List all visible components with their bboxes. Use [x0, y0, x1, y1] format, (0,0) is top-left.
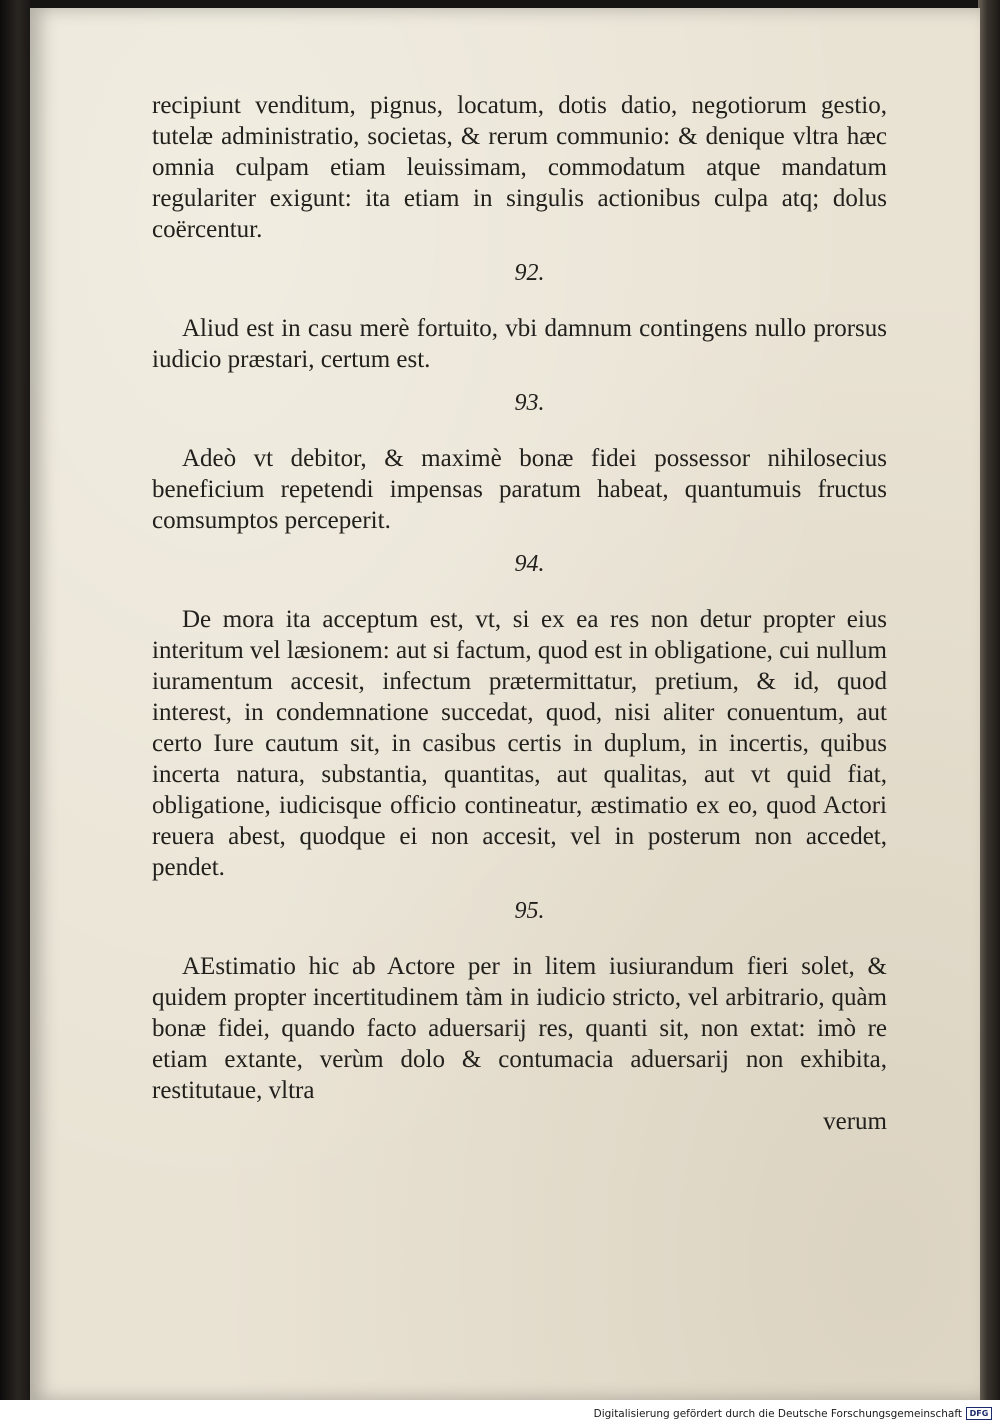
paragraph-95: AEstimatio hic ab Actore per in litem iusiurandum fieri solet, & quidem propter incertitudinem tàm in iudicio stricto, vel arbitrario, quàm bonæ fidei, quando facto aduersarij res, quanti sit, non extat: imò re etiam extante, verùm dolo & contumacia aduersarij non exhibita, restitutaue, vltra: [152, 953, 887, 1104]
catchword: verum: [823, 1108, 887, 1135]
section-number-93: 93.: [514, 390, 545, 416]
paragraph-94: De mora ita acceptum est, vt, si ex ea res non detur propter eius interitum vel læsionem: aut si factum, quod est in obligatione, cui nullum iuramentum accesit, infectum prætermittatur, pretium, & id, quod interest, in condemnatione succedat, quod, nisi aliter conuentum, aut certo Iure cautum sit, in casibus certis in duplum, in incertis, quibus incerta natura, substantia, quantitas, aut qualitas, aut vt quid fiat, obligatione, iudicisque officio contineatur, æstimatio ex eo, quod Actori reuera abest, quodque ei non accesit, vel in posterum non accedet, pendet.: [152, 606, 887, 881]
paragraph-92: Aliud est in casu merè fortuito, vbi damnum contingens nullo prorsus iudicio præstari, certum est.: [152, 315, 887, 373]
page-text-block: [152, 90, 887, 1137]
funding-credit: Digitalisierung gefördert durch die Deutsche Forschungsgemeinschaft: [593, 1408, 962, 1420]
section-number-95: 95.: [514, 898, 545, 924]
scanned-page: [30, 8, 980, 1400]
section-number-92: 92.: [514, 260, 545, 286]
dfg-logo-icon: DFG: [966, 1407, 992, 1420]
section-number-94: 94.: [514, 551, 545, 577]
book-spine-shadow: [0, 0, 30, 1400]
digitization-footer: [0, 1400, 1000, 1427]
paragraph-93: Adeò vt debitor, & maximè bonæ fidei possessor nihilosecius beneficium repetendi impensas paratum habeat, quantumuis fructus comsumptos perceperit.: [152, 445, 887, 534]
page-edge: [978, 0, 1000, 1400]
paragraph-91-continuation: recipiunt venditum, pignus, locatum, dotis datio, negotiorum gestio, tutelæ administratio, societas, & rerum communio: & denique vltra hæc omnia culpam etiam leuissimam, commodatum atque mandatum regulariter exigunt: ita etiam in singulis actionibus culpa atq; dolus coërcentur.: [152, 92, 887, 243]
